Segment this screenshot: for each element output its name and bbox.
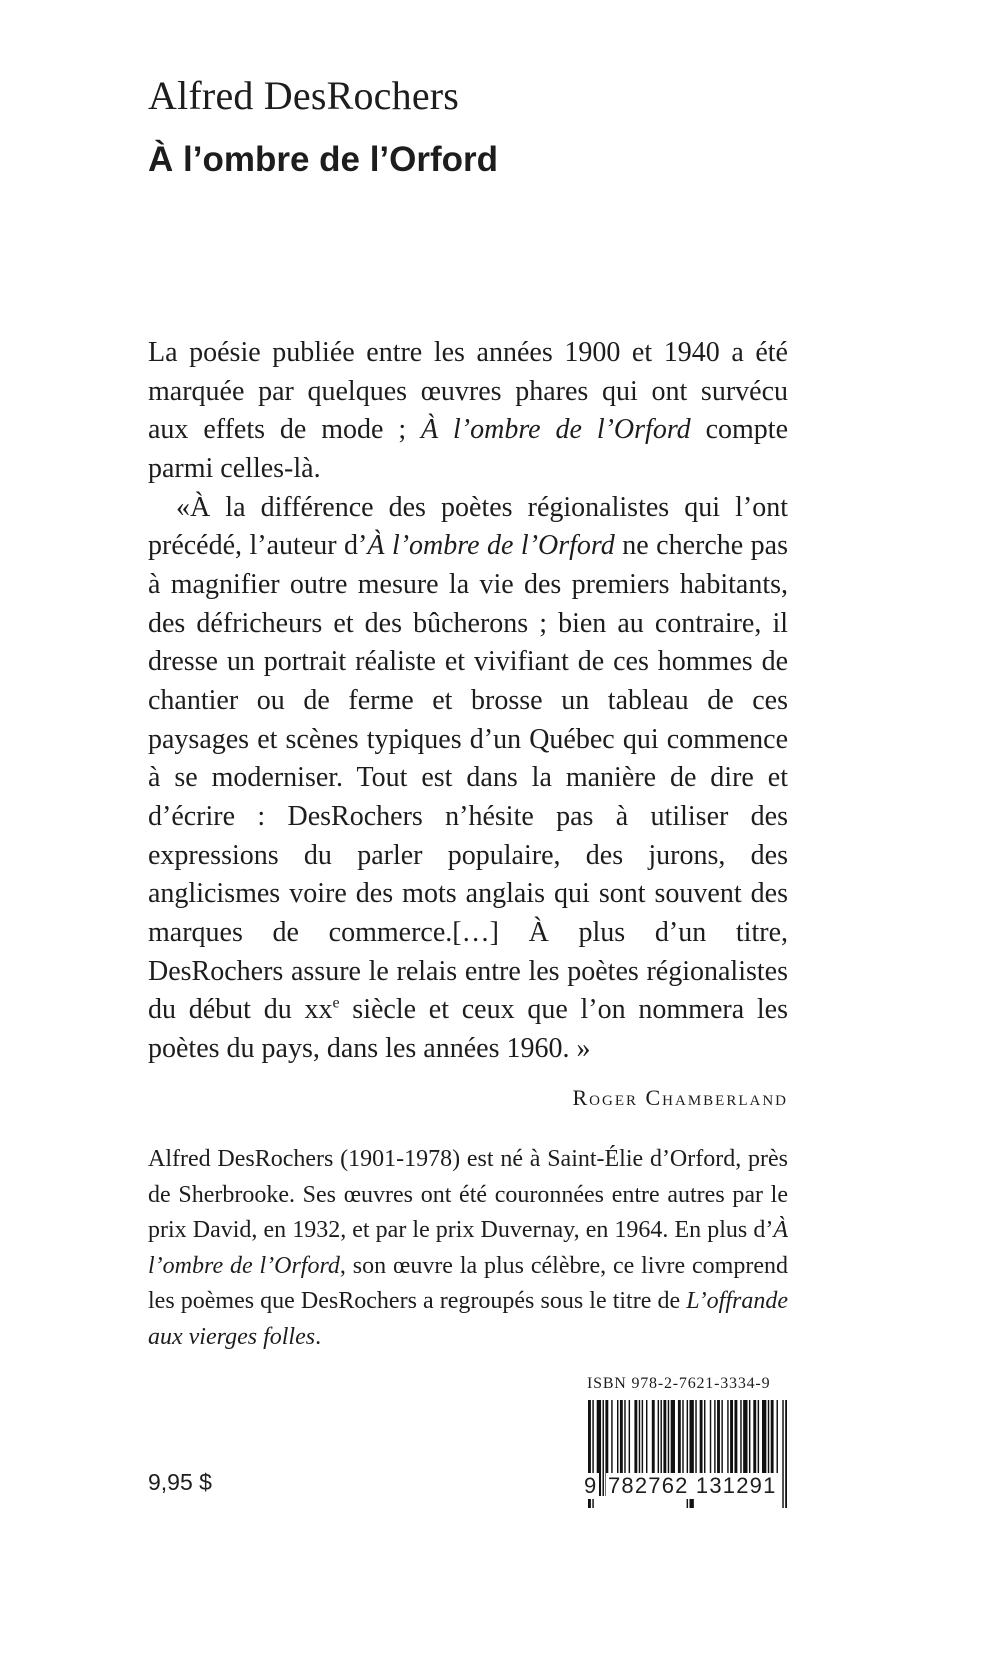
barcode-bar	[782, 1400, 783, 1508]
isbn-label: ISBN 978-2-7621-3334-9	[587, 1375, 771, 1392]
barcode-number: 782762 131291	[608, 1473, 777, 1498]
blurb-text: La poésie publiée entre les années 1900 et 1940 a été marquée par quelques œuvres phares qui ont survécu aux effets de mode ;	[148, 337, 788, 446]
bio-italic-title: À l’ombre de l’Orford	[148, 1217, 788, 1279]
bio-text: Alfred DesRochers (1901-1978) est né à Saint-Élie d’Orford, près de Sherbrooke. Ses œuvres ont été couronnées entre autres par le prix David, en 1932, et par le prix Duvernay, en 1964. En plus d’	[148, 1146, 788, 1243]
author-biography	[148, 1142, 788, 1355]
book-title: À l’ombre de l’Orford	[148, 140, 499, 179]
barcode-bar	[603, 1400, 604, 1496]
blurb-italic-title: À l’ombre de l’Orford	[421, 414, 691, 446]
century-superscript: e	[332, 994, 340, 1012]
blurb-paragraph-2	[148, 489, 788, 1069]
quote-attribution: Roger Chamberland	[572, 1085, 788, 1110]
back-cover-blurb	[148, 334, 788, 1068]
bio-italic-title: L’offrande aux vierges folles	[148, 1288, 788, 1350]
bio-text: .	[315, 1323, 322, 1350]
blurb-text: compte parmi celles-là.	[148, 414, 788, 484]
quote-italic-title: À l’ombre de l’Orford	[367, 530, 615, 562]
author-name: Alfred DesRochers	[148, 73, 460, 118]
barcode-bar	[785, 1400, 787, 1508]
bio-text: , son œuvre la plus célèbre, ce livre comprend les poèmes que DesRochers a regroupés sous le titre de	[148, 1252, 788, 1314]
barcode-first-digit: 9	[584, 1473, 598, 1498]
price-label: 9,95 $	[148, 1469, 212, 1495]
quote-text: siècle et ceux que l’on nommera les poètes du pays, dans les années 1960. »	[148, 994, 788, 1064]
quote-text: ne cherche pas à magnifier outre mesure la vie des premiers habitants, des défricheurs et des bûcherons ; bien au contraire, il dresse un portrait réaliste et vivifiant de ces hommes de chantier ou de ferme et brosse un tableau de ces paysages et scènes typiques d’un Québec qui commence à se moderniser. Tout est dans la manière de dire et d’écrire : DesRochers n’hésite pas à utiliser des expressions du parler populaire, des jurons, des anglicismes voire des mots anglais qui sont souvent des marques de commerce.[…] À plus d’un titre, DesRochers assure le relais entre les poètes régionalistes du début du xx	[148, 530, 789, 1026]
blurb-paragraph-1	[148, 334, 788, 489]
quote-text: «À la différence des poètes régionalistes qui l’ont précédé, l’auteur d’	[148, 491, 788, 562]
